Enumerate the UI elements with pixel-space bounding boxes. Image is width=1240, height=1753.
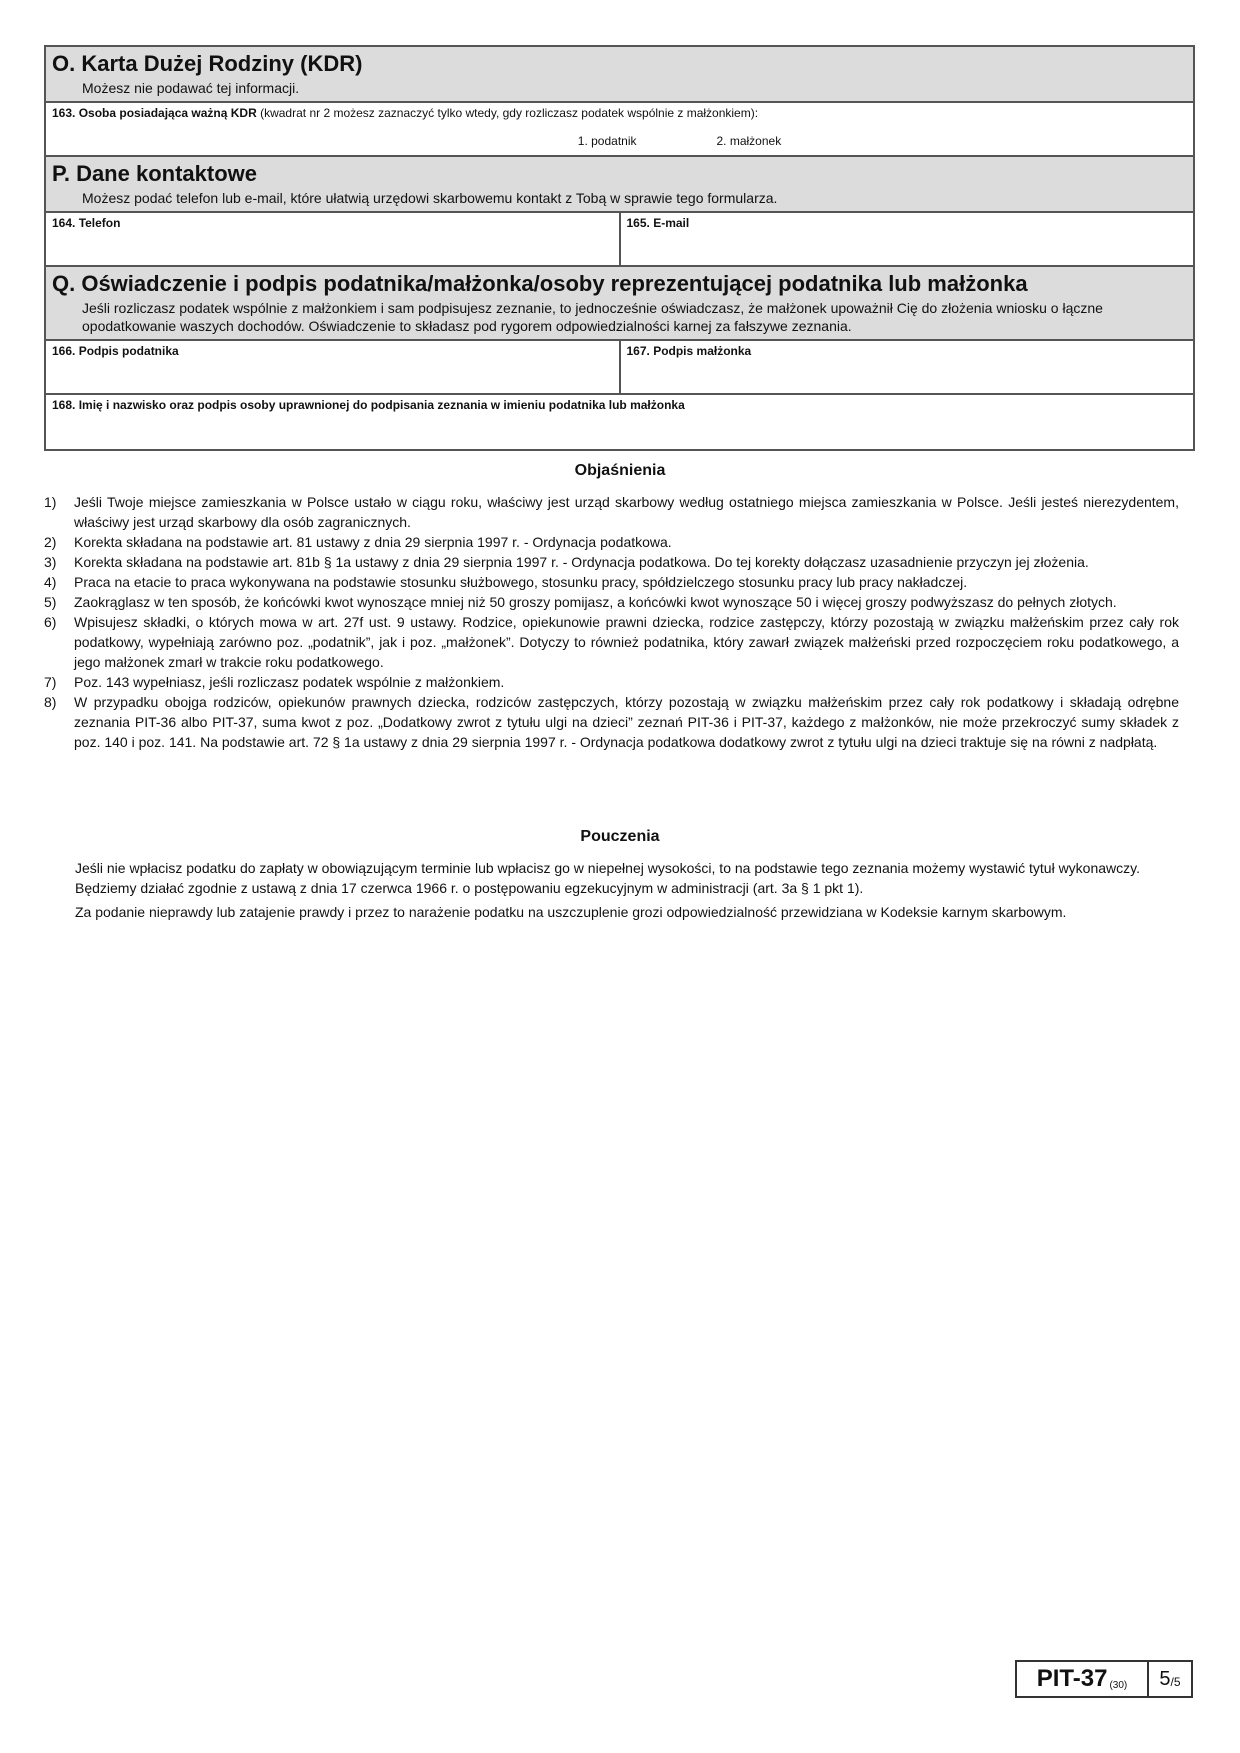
contact-row [46,213,1193,267]
note-text: Korekta składana na podstawie art. 81 ustawy z dnia 29 sierpnia 1997 r. - Ordynacja podatkowa. [74,534,672,550]
note-text: Praca na etacie to praca wykonywana na podstawie stosunku służbowego, stosunku pracy, spółdzielczego stosunku pracy lub pracy nakładczej. [74,574,968,590]
list-item [44,692,1179,752]
note-text: Korekta składana na podstawie art. 81b § 1a ustawy z dnia 29 sierpnia 1997 r. - Ordynacja podatkowa. Do tej korekty dołączasz uzasadnienie przyczyn jej złożenia. [74,554,1089,570]
note-number: 6) [44,614,57,630]
option-podatnik[interactable]: 1. podatnik [577,134,637,148]
option-malzonek[interactable]: 2. małżonek [716,134,782,148]
section-p-note: Możesz podać telefon lub e-mail, które ułatwią urzędowi skarbowemu kontakt z Tobą w sprawie tego formularza. [82,190,778,206]
explanations-heading: Objaśnienia [574,462,666,479]
list-item [44,552,1179,572]
section-p-title: P. Dane kontaktowe [52,161,257,186]
list-item [44,592,1179,612]
field-165-label: 165. E-mail [626,216,690,230]
form-name: PIT-37 [1036,1665,1108,1692]
form-sections [44,45,1195,451]
field-166-label: 166. Podpis podatnika [52,344,179,358]
field-167-label: 167. Podpis małżonka [626,344,752,358]
instructions-heading: Pouczenia [580,828,660,845]
list-item [44,572,1179,592]
note-text: Poz. 143 wypełniasz, jeśli rozliczasz podatek wspólnie z małżonkiem. [74,674,505,690]
page-footer [1015,1660,1193,1698]
note-number: 1) [44,494,57,510]
note-text: Jeśli Twoje miejsce zamieszkania w Polsce ustało w ciągu roku, właściwy jest urząd skarbowy według ostatniego miejsca zamieszkania w Polsce. Jeśli jesteś nierezydentem, właściwy jest urząd skarbowy dla osób zagranicznych. [74,494,1179,530]
field-166-signature[interactable] [46,341,619,393]
section-q-header [46,267,1193,341]
note-number: 3) [44,554,57,570]
instructions-paragraph-1: Jeśli nie wpłacisz podatku do zapłaty w obowiązującym terminie lub wpłacisz go w niepełnej wysokości, to na podstawie tego zeznania możemy wystawić tytuł wykonawczy. Będziemy działać zgodnie z ustawą z dnia 17 czerwca 1966 r. o postępowaniu egzekucyjnym w administracji (art. 3a § 1 pkt 1). [75,860,1141,896]
field-165-email[interactable] [619,213,1194,265]
note-number: 8) [44,694,57,710]
list-item [44,612,1179,672]
form-code [1017,1662,1149,1696]
field-164-label: 164. Telefon [52,216,121,230]
field-163-row [46,103,1193,157]
section-q-title: Q. Oświadczenie i podpis podatnika/małżonka/osoby reprezentującej podatnika lub małżonka [52,271,1028,296]
section-p-header [46,157,1193,213]
field-168-representative[interactable] [46,395,1193,449]
section-q-note: Jeśli rozliczasz podatek wspólnie z małżonkiem i sam podpisujesz zeznanie, to jednocześnie oświadczasz, że małżonek upoważnił Cię do złożenia wniosku o łączne opodatkowanie waszych dochodów. Oświadczenie to składasz pod rygorem odpowiedzialności karnej za fałszywe zeznania. [82,300,1103,334]
note-number: 7) [44,674,57,690]
section-o-header [46,47,1193,103]
list-item [44,532,1179,552]
note-number: 4) [44,574,57,590]
signature-row [46,341,1193,395]
note-text: Zaokrąglasz w ten sposób, że końcówki kwot wynoszące mniej niż 50 groszy pomijasz, a końcówki kwot wynoszące 50 i więcej groszy podwyższasz do pełnych złotych. [74,594,1117,610]
field-164-phone[interactable] [46,213,619,265]
representative-row [46,395,1193,449]
note-number: 5) [44,594,57,610]
field-168-label: 168. Imię i nazwisko oraz podpis osoby uprawnionej do podpisania zeznania w imieniu podatnika lub małżonka [52,398,685,412]
page-number [1149,1662,1191,1696]
section-o-title: O. Karta Dużej Rodziny (KDR) [52,51,363,76]
note-text: W przypadku obojga rodziców, opiekunów prawnych dziecka, rodziców zastępczych, którzy pozostają w związku małżeńskim przez cały rok podatkowy i składają odrębne zeznania PIT-36 albo PIT-37, suma kwot z poz. „Dodatkowy zwrot z tytułu ulgi na dzieci” zeznań PIT-36 i PIT-37, każdego z małżonków, nie może przekroczyć sumy składek z poz. 140 i poz. 141. Na podstawie art. 72 § 1a ustawy z dnia 29 sierpnia 1997 r. - Ordynacja podatkowa dodatkowy zwrot z tytułu ulgi na dzieci traktuje się na równi z nadpłatą. [74,694,1179,750]
list-item [44,492,1179,532]
form-version: (30) [1109,1679,1128,1691]
page-total: /5 [1170,1675,1181,1689]
explanations-list [44,492,1179,752]
field-163-label: 163. Osoba posiadająca ważną KDR [52,106,257,120]
field-163[interactable] [46,103,1193,155]
list-item [44,672,1179,692]
field-163-hint: (kwadrat nr 2 możesz zaznaczyć tylko wtedy, gdy rozliczasz podatek wspólnie z małżonkiem): [260,106,759,120]
page-current: 5 [1159,1667,1171,1690]
note-text: Wpisujesz składki, o których mowa w art. 27f ust. 9 ustawy. Rodzice, opiekunowie prawni dziecka, rodzice zastępczy, którzy pozostają w związku małżeńskim przez cały rok podatkowy, wypełniają zarówno poz. „podatnik”, jak i poz. „małżonek”. Dotyczy to również podatnika, który zawarł związek małżeński przed rozpoczęciem roku podatkowego, a jego małżonek zmarł w trakcie roku podatkowego. [74,614,1179,670]
note-number: 2) [44,534,57,550]
instructions-paragraph-2: Za podanie nieprawdy lub zatajenie prawdy i przez to narażenie podatku na uszczuplenie grozi odpowiedzialność przewidziana w Kodeksie karnym skarbowym. [75,904,1067,920]
field-167-signature[interactable] [619,341,1194,393]
section-o-note: Możesz nie podawać tej informacji. [82,80,300,96]
